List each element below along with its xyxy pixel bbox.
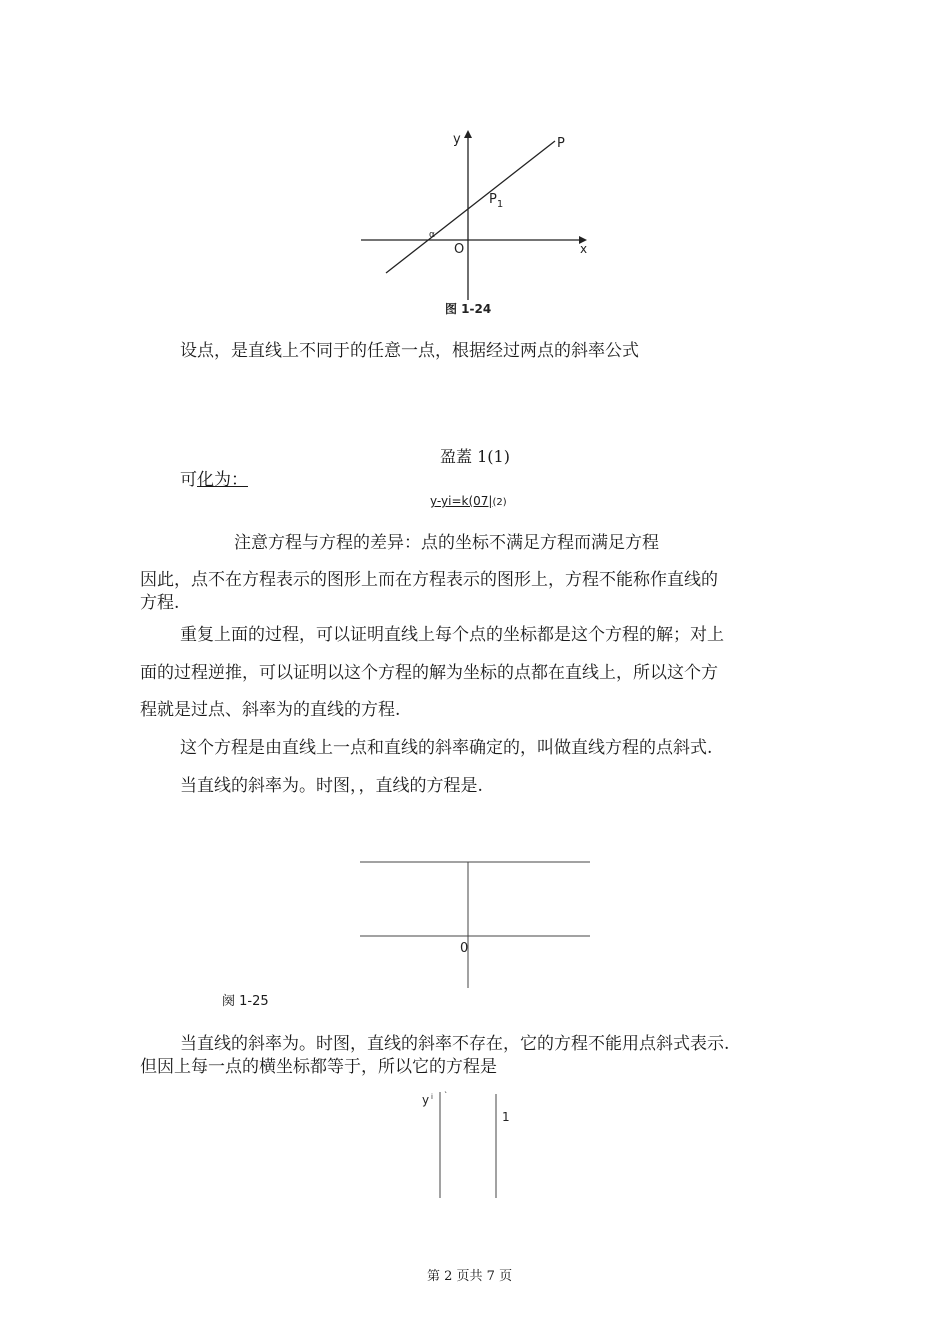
paragraph-5-line-1: 重复上面的过程，可以证明直线上每个点的坐标都是这个方程的解；对上 bbox=[180, 625, 724, 645]
paragraph-2 bbox=[180, 469, 268, 491]
paragraph-7: 当直线的斜率为。时图，，直线的方程是. bbox=[180, 776, 483, 796]
line-l bbox=[386, 141, 555, 273]
figure-1-26 bbox=[415, 1088, 525, 1203]
paragraph-5-line-2: 面的过程逆推，可以证明以这个方程的解为坐标的点都在直线上，所以这个方 bbox=[140, 663, 718, 683]
paragraph-5-line-3: 程就是过点、斜率为的直线的方程. bbox=[140, 700, 401, 720]
angle-label: α bbox=[429, 230, 435, 240]
y-axis-label: y bbox=[422, 1093, 430, 1107]
paragraph-4-line-1: 因此，点不在方程表示的图形上而在方程表示的图形上，方程不能称作直线的 bbox=[140, 570, 718, 590]
figure-1-25 bbox=[350, 855, 600, 995]
figure-1-25-caption: 阕 1-25 bbox=[222, 994, 269, 1009]
paragraph-2-prefix: 可 bbox=[180, 470, 197, 490]
equation-1: 盈蓋 1(1) bbox=[440, 447, 510, 466]
origin-label: O bbox=[454, 242, 465, 257]
paragraph-6: 这个方程是由直线上一点和直线的斜率确定的，叫做直线方程的点斜式. bbox=[180, 738, 713, 758]
page-footer: 第 2 页共 7 页 bbox=[427, 1269, 513, 1284]
paragraph-1: 设点，是直线上不同于的任意一点，根据经过两点的斜率公式 bbox=[180, 341, 639, 361]
equation-2-body: y-yi=k(07| bbox=[430, 494, 493, 508]
point-p-label: P bbox=[557, 136, 565, 151]
y-axis-mark: i bbox=[431, 1093, 433, 1101]
paragraph-8-line-1: 当直线的斜率为。时图，直线的斜率不存在，它的方程不能用点斜式表示. bbox=[180, 1034, 730, 1054]
point-p1-label: $P_1$ bbox=[489, 192, 504, 210]
tick-mark: ` bbox=[444, 1091, 448, 1100]
paragraph-2-underlined: 化为： bbox=[197, 470, 248, 490]
x-axis-label: x bbox=[580, 242, 588, 256]
line-label-1: 1 bbox=[502, 1110, 510, 1124]
y-axis-label: y bbox=[453, 132, 461, 147]
equation-2-number: (2) bbox=[492, 497, 507, 508]
figure-caption: 图 1-24 bbox=[445, 302, 492, 316]
figure-1-24 bbox=[355, 125, 600, 325]
paragraph-8-line-2: 但因上每一点的横坐标都等于，所以它的方程是 bbox=[140, 1057, 497, 1077]
paragraph-4-line-2: 方程. bbox=[140, 593, 180, 613]
equation-2 bbox=[430, 494, 507, 508]
y-axis-arrow bbox=[464, 130, 472, 138]
paragraph-3: 注意方程与方程的差异：点的坐标不满足方程而满足方程 bbox=[234, 533, 659, 553]
origin-label: 0 bbox=[460, 941, 469, 956]
